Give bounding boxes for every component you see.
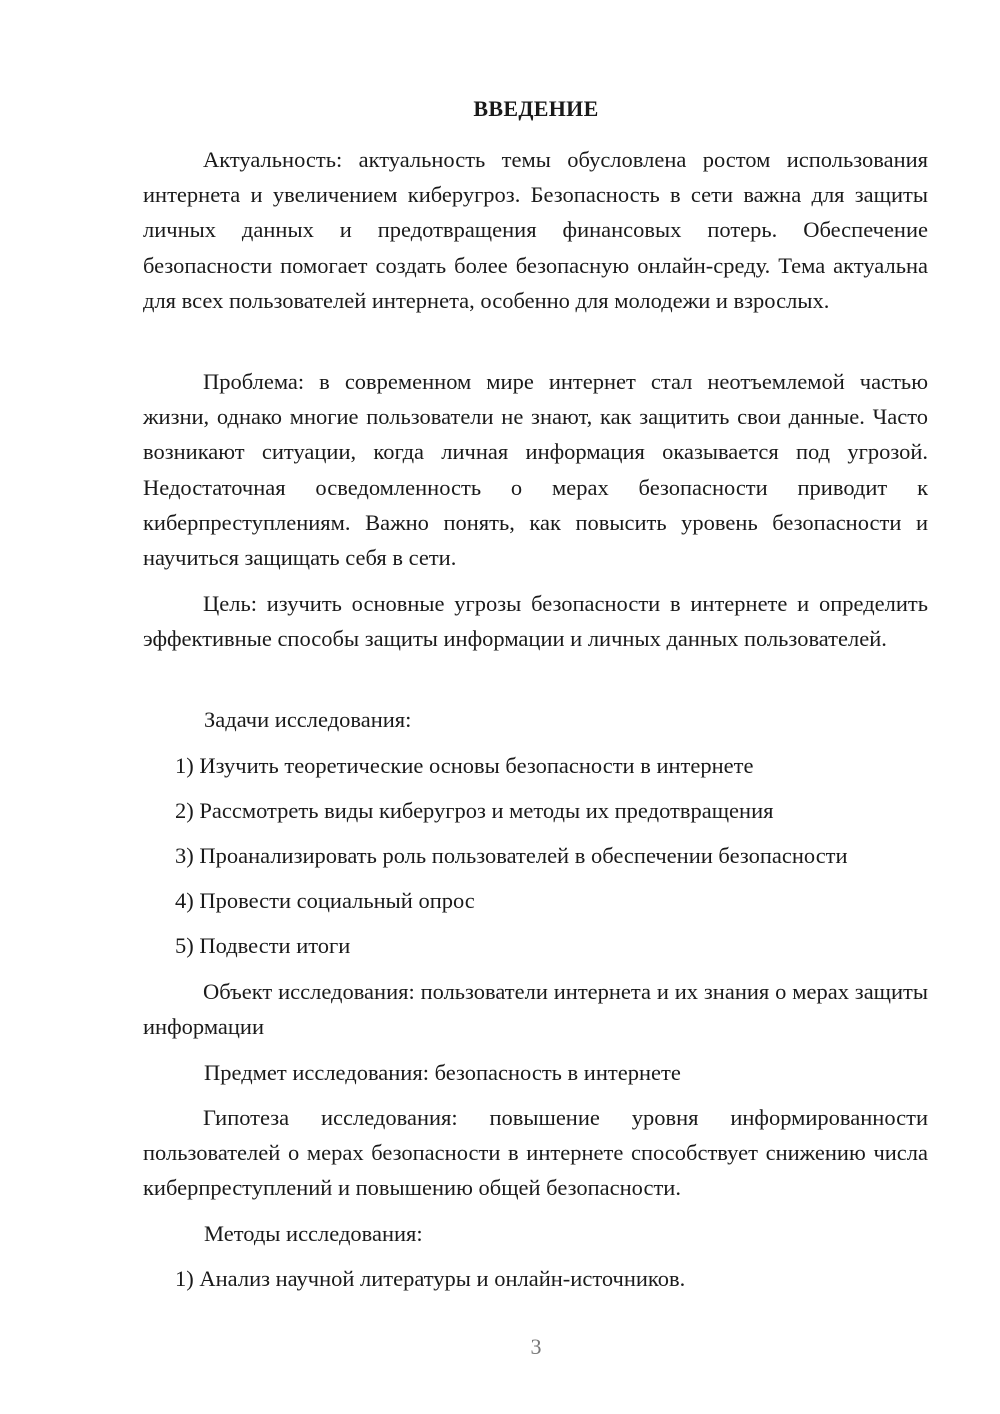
task-item-5: 5) Подвести итоги — [175, 933, 351, 958]
method-item-1: 1) Анализ научной литературы и онлайн-источников. — [175, 1266, 686, 1291]
methods-heading: Методы исследования: — [204, 1221, 423, 1246]
hypothesis-paragraph: Гипотеза исследования: повышение уровня информированности пользователей о мерах безопасности в интернете способствует снижению числа киберпреступлений и повышению общей безопасности. — [143, 1105, 928, 1201]
page-number: 3 — [530, 1334, 542, 1359]
subject-line: Предмет исследования: безопасность в интернете — [204, 1060, 681, 1085]
problem-paragraph: Проблема: в современном мире интернет стал неотъемлемой частью жизни, однако многие пользователи не знают, как защитить свои данные. Часто возникают ситуации, когда личная информация оказывается под угрозой. Недостаточная осведомленность о мерах безопасности приводит к киберпреступлениям. Важно понять, как повысить уровень безопасности и научиться защищать себя в сети. — [143, 369, 928, 571]
object-paragraph: Объект исследования: пользователи интернета и их знания о мерах защиты информации — [143, 979, 928, 1040]
page-title: ВВЕДЕНИЕ — [473, 96, 599, 121]
goal-paragraph: Цель: изучить основные угрозы безопасности в интернете и определить эффективные способы защиты информации и личных данных пользователей. — [143, 591, 928, 652]
task-item-4: 4) Провести социальный опрос — [175, 888, 475, 913]
task-item-2: 2) Рассмотреть виды киберугроз и методы их предотвращения — [175, 798, 774, 823]
task-item-3: 3) Проанализировать роль пользователей в обеспечении безопасности — [175, 843, 848, 868]
task-item-1: 1) Изучить теоретические основы безопасности в интернете — [175, 753, 754, 778]
tasks-heading: Задачи исследования: — [204, 707, 412, 732]
relevance-paragraph: Актуальность: актуальность темы обусловлена ростом использования интернета и увеличением киберугроз. Безопасность в сети важна для защиты личных данных и предотвращения финансовых потерь. Обеспечение безопасности помогает создать более безопасную онлайн-среду. Тема актуальна для всех пользователей интернета, особенно для молодежи и взрослых. — [143, 147, 928, 313]
